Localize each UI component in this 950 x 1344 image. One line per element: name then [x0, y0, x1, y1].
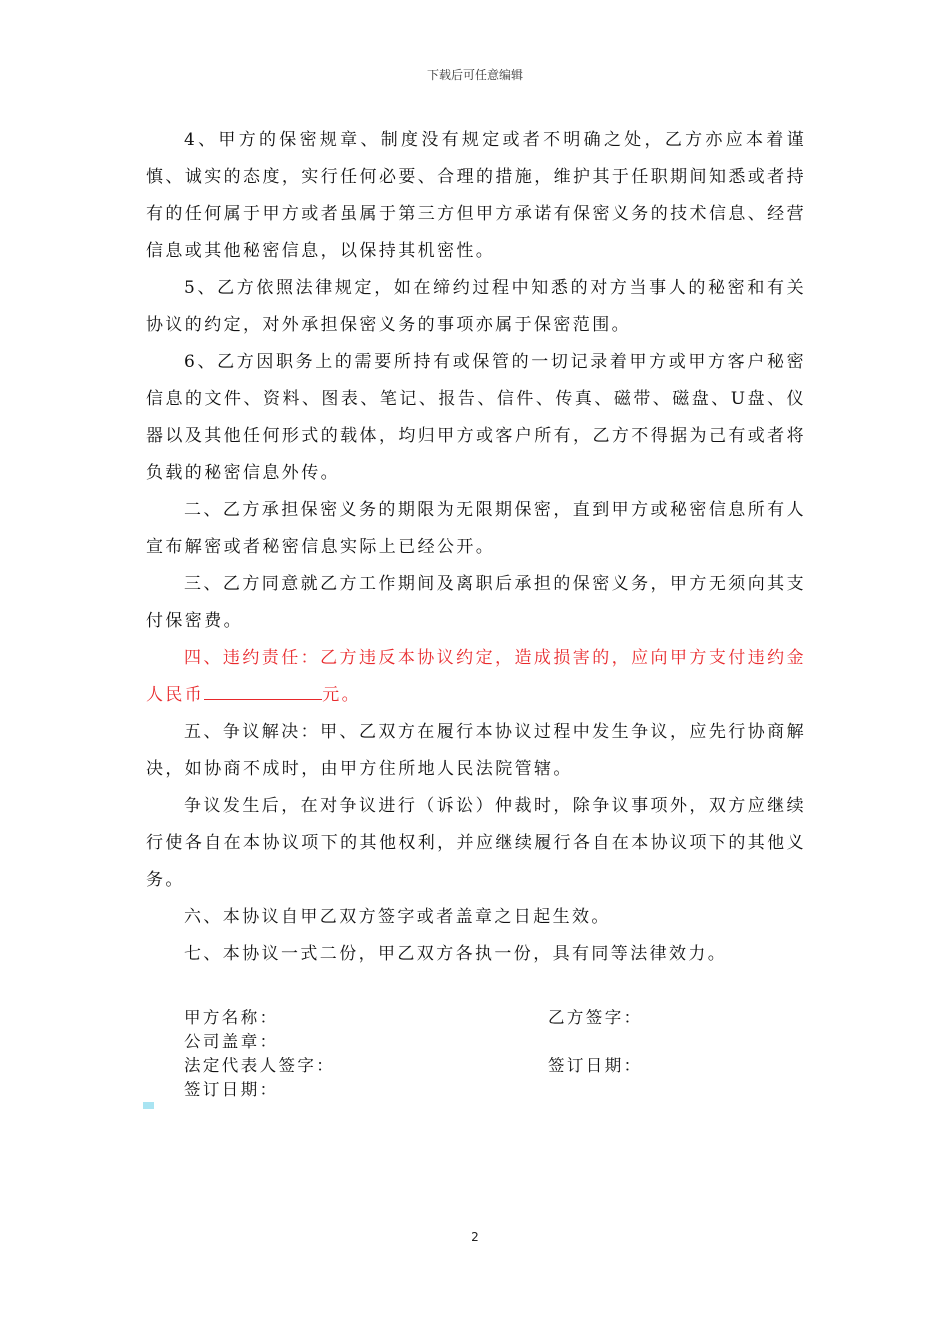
- signature-row-3: [184, 1054, 784, 1078]
- section-4-suffix: 元。: [322, 685, 362, 705]
- cursor-marker: [143, 1102, 154, 1109]
- section-2-confidentiality-term: 二、乙方承担保密义务的期限为无限期保密，直到甲方或秘密信息所有人宣布解密或者秘密信息实际上已经公开。: [146, 500, 806, 557]
- clause-5: 5、乙方依照法律规定，如在缔约过程中知悉的对方当事人的秘密和有关协议的约定，对外承担保密义务的事项亦属于保密范围。: [146, 278, 806, 335]
- signature-block: [184, 1006, 784, 1102]
- section-4-liability: [146, 640, 806, 714]
- signature-row-1: [184, 1006, 784, 1030]
- section-5-dispute: 五、争议解决：甲、乙双方在履行本协议过程中发生争议，应先行协商解决，如协商不成时，由甲方住所地人民法院管辖。: [146, 722, 806, 779]
- clause-6: 6、乙方因职务上的需要所持有或保管的一切记录着甲方或甲方客户秘密信息的文件、资料、图表、笔记、报告、信件、传真、磁带、磁盘、U盘、仪器以及其他任何形式的载体，均归甲方或客户所有，乙方不得据为己有或者将负载的秘密信息外传。: [146, 352, 806, 483]
- penalty-amount-blank[interactable]: [204, 679, 322, 700]
- clause-4: 4、甲方的保密规章、制度没有规定或者不明确之处，乙方亦应本着谨慎、诚实的态度，实行任何必要、合理的措施，维护其于任职期间知悉或者持有的任何属于甲方或者虽属于第三方但甲方承诺有保密义务的技术信息、经营信息或其他秘密信息，以保持其机密性。: [146, 130, 806, 261]
- signature-row-2: [184, 1030, 784, 1054]
- section-5-continuation: 争议发生后，在对争议进行（诉讼）仲裁时，除争议事项外，双方应继续行使各自在本协议项下的其他权利，并应继续履行各自在本协议项下的其他义务。: [146, 796, 806, 890]
- page-header: 下载后可任意编辑: [426, 68, 523, 82]
- party-b-date-label: 签订日期：: [548, 1056, 643, 1075]
- party-a-name-label: 甲方名称：: [184, 1008, 279, 1027]
- legal-rep-sign-label: 法定代表人签字：: [184, 1056, 336, 1075]
- section-7-copies: 七、本协议一式二份，甲乙双方各执一份，具有同等法律效力。: [184, 944, 728, 964]
- section-6-effective: 六、本协议自甲乙双方签字或者盖章之日起生效。: [184, 907, 611, 927]
- party-a-date-label: 签订日期：: [184, 1080, 279, 1099]
- company-seal-label: 公司盖章：: [184, 1032, 279, 1051]
- section-3-confidentiality-fee: 三、乙方同意就乙方工作期间及离职后承担的保密义务，甲方无须向其支付保密费。: [146, 574, 806, 631]
- section-4-text: 四、违约责任：乙方违反本协议约定，造成损害的，应向甲方支付违约金人民币: [146, 648, 806, 705]
- signature-row-4: [184, 1078, 784, 1102]
- party-b-sign-label: 乙方签字：: [548, 1008, 643, 1027]
- document-body: [146, 122, 806, 973]
- page-number: 2: [471, 1230, 479, 1244]
